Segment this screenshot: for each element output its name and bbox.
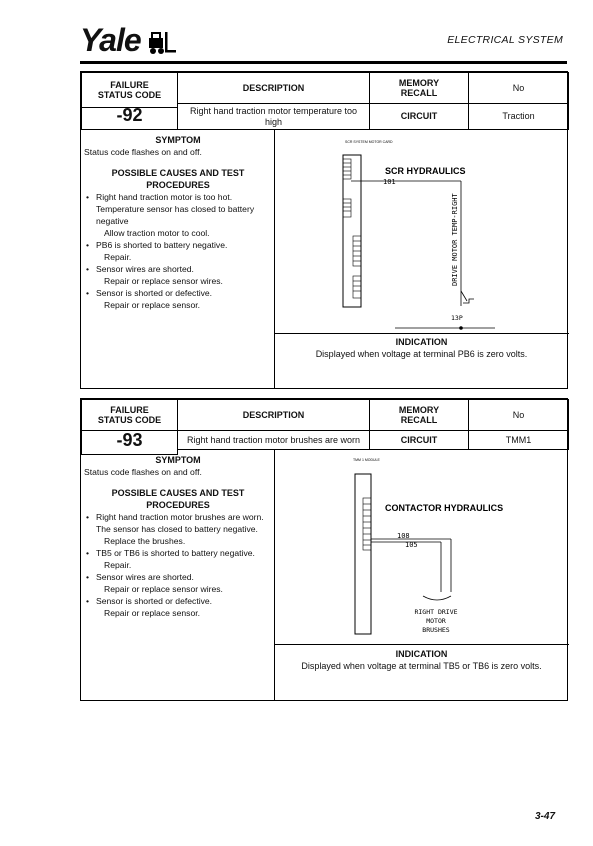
wire-label: 101 xyxy=(383,178,396,186)
symptom-heading: SYMPTOM xyxy=(155,455,201,465)
remedy-item: Repair. xyxy=(104,252,132,262)
sensor-label-2: MOTOR xyxy=(426,617,446,625)
remedy-item: Repair or replace sensor. xyxy=(104,608,201,618)
cause-item: • TB5 or TB6 is shorted to battery negative. xyxy=(84,547,272,559)
sensor-label-3: BRUSHES xyxy=(422,626,450,634)
section-title: ELECTRICAL SYSTEM xyxy=(447,34,563,46)
memory-recall-value: No xyxy=(468,72,569,104)
wire-label-a: 108 xyxy=(397,532,410,540)
symptom-heading: SYMPTOM xyxy=(155,135,201,145)
indication-heading: INDICATION xyxy=(395,337,448,347)
temperature-switch xyxy=(461,291,474,303)
causes-heading: POSSIBLE CAUSES AND TEST PROCEDURES xyxy=(111,168,245,190)
wiring-diagram-scr xyxy=(275,131,568,333)
remedy-item: Repair. xyxy=(104,560,132,570)
diagram-title: CONTACTOR HYDRAULICS xyxy=(385,503,504,513)
forklift-icon xyxy=(147,30,177,56)
sensor-label: DRIVE MOTOR TEMP-RIGHT xyxy=(451,193,459,286)
indication-divider xyxy=(274,644,569,645)
indication-text: Displayed when voltage at terminal PB6 is zero volts. xyxy=(315,349,528,359)
description-value: Right hand traction motor temperature too high xyxy=(177,103,370,130)
description-value: Right hand traction motor brushes are worn xyxy=(177,430,370,450)
diagram-title: SCR HYDRAULICS xyxy=(385,166,466,176)
connector-pins xyxy=(343,159,361,298)
description-label: DESCRIPTION xyxy=(177,399,370,431)
cause-item: • Right hand traction motor is too hot. Temperature sensor has closed to battery negative xyxy=(84,191,272,227)
remedy-item: Repair or replace sensor wires. xyxy=(104,276,223,286)
fsc-label: FAILURE STATUS CODE xyxy=(81,72,178,108)
fault-panel-93 xyxy=(80,398,568,701)
circuit-label: CIRCUIT xyxy=(369,103,469,130)
scr-module xyxy=(343,155,361,307)
cause-item: • Right hand traction motor brushes are worn. The sensor has closed to battery negative. xyxy=(84,511,272,535)
fault-code: -92 xyxy=(81,102,178,130)
cause-item: • Sensor wires are shorted. xyxy=(84,263,272,275)
circuit-value: TMM1 xyxy=(468,430,569,450)
symptom-text: Status code flashes on and off. xyxy=(84,467,202,477)
fault-code: -93 xyxy=(81,427,178,455)
cause-item: • PB6 is shorted to battery negative. xyxy=(84,239,272,251)
cause-item: • Sensor wires are shorted. xyxy=(84,571,272,583)
fsc-label: FAILURE STATUS CODE xyxy=(81,399,178,431)
connector-pins xyxy=(363,498,371,550)
cause-item: • Sensor is shorted or defective. xyxy=(84,595,272,607)
description-label: DESCRIPTION xyxy=(177,72,370,104)
module-label: TMM 1 MODULE xyxy=(353,458,380,462)
symptom-block xyxy=(84,134,272,311)
remedy-item: Allow traction motor to cool. xyxy=(104,228,210,238)
indication-text: Displayed when voltage at terminal TB5 or TB6 is zero volts. xyxy=(301,661,542,671)
brand-logo: Yale xyxy=(80,22,141,58)
memory-recall-label: MEMORY RECALL xyxy=(369,399,469,431)
remedy-item: Repair or replace sensor. xyxy=(104,300,201,310)
causes-heading: POSSIBLE CAUSES AND TEST PROCEDURES xyxy=(111,488,245,510)
remedy-item: Replace the brushes. xyxy=(104,536,186,546)
circuit-value: Traction xyxy=(468,103,569,130)
module-label: SCR SYSTEM MOTOR CARD xyxy=(345,140,393,144)
cause-item: • Sensor is shorted or defective. xyxy=(84,287,272,299)
indication-heading: INDICATION xyxy=(395,649,448,659)
memory-recall-value: No xyxy=(468,399,569,431)
junction-dot xyxy=(459,326,463,330)
circuit-label: CIRCUIT xyxy=(369,430,469,450)
header-rule xyxy=(80,61,567,64)
fault-panel-92 xyxy=(80,71,568,389)
indication-divider xyxy=(274,333,569,334)
sensor-label-1: RIGHT DRIVE xyxy=(414,608,458,616)
symptom-block xyxy=(84,454,272,619)
memory-recall-label: MEMORY RECALL xyxy=(369,72,469,104)
wire-label-b: 105 xyxy=(405,541,418,549)
ground-label: 13P xyxy=(451,314,463,322)
page-number: 3-47 xyxy=(534,811,555,822)
symptom-text: Status code flashes on and off. xyxy=(84,147,202,157)
wiring-diagram-contactor xyxy=(275,450,568,644)
remedy-item: Repair or replace sensor wires. xyxy=(104,584,223,594)
